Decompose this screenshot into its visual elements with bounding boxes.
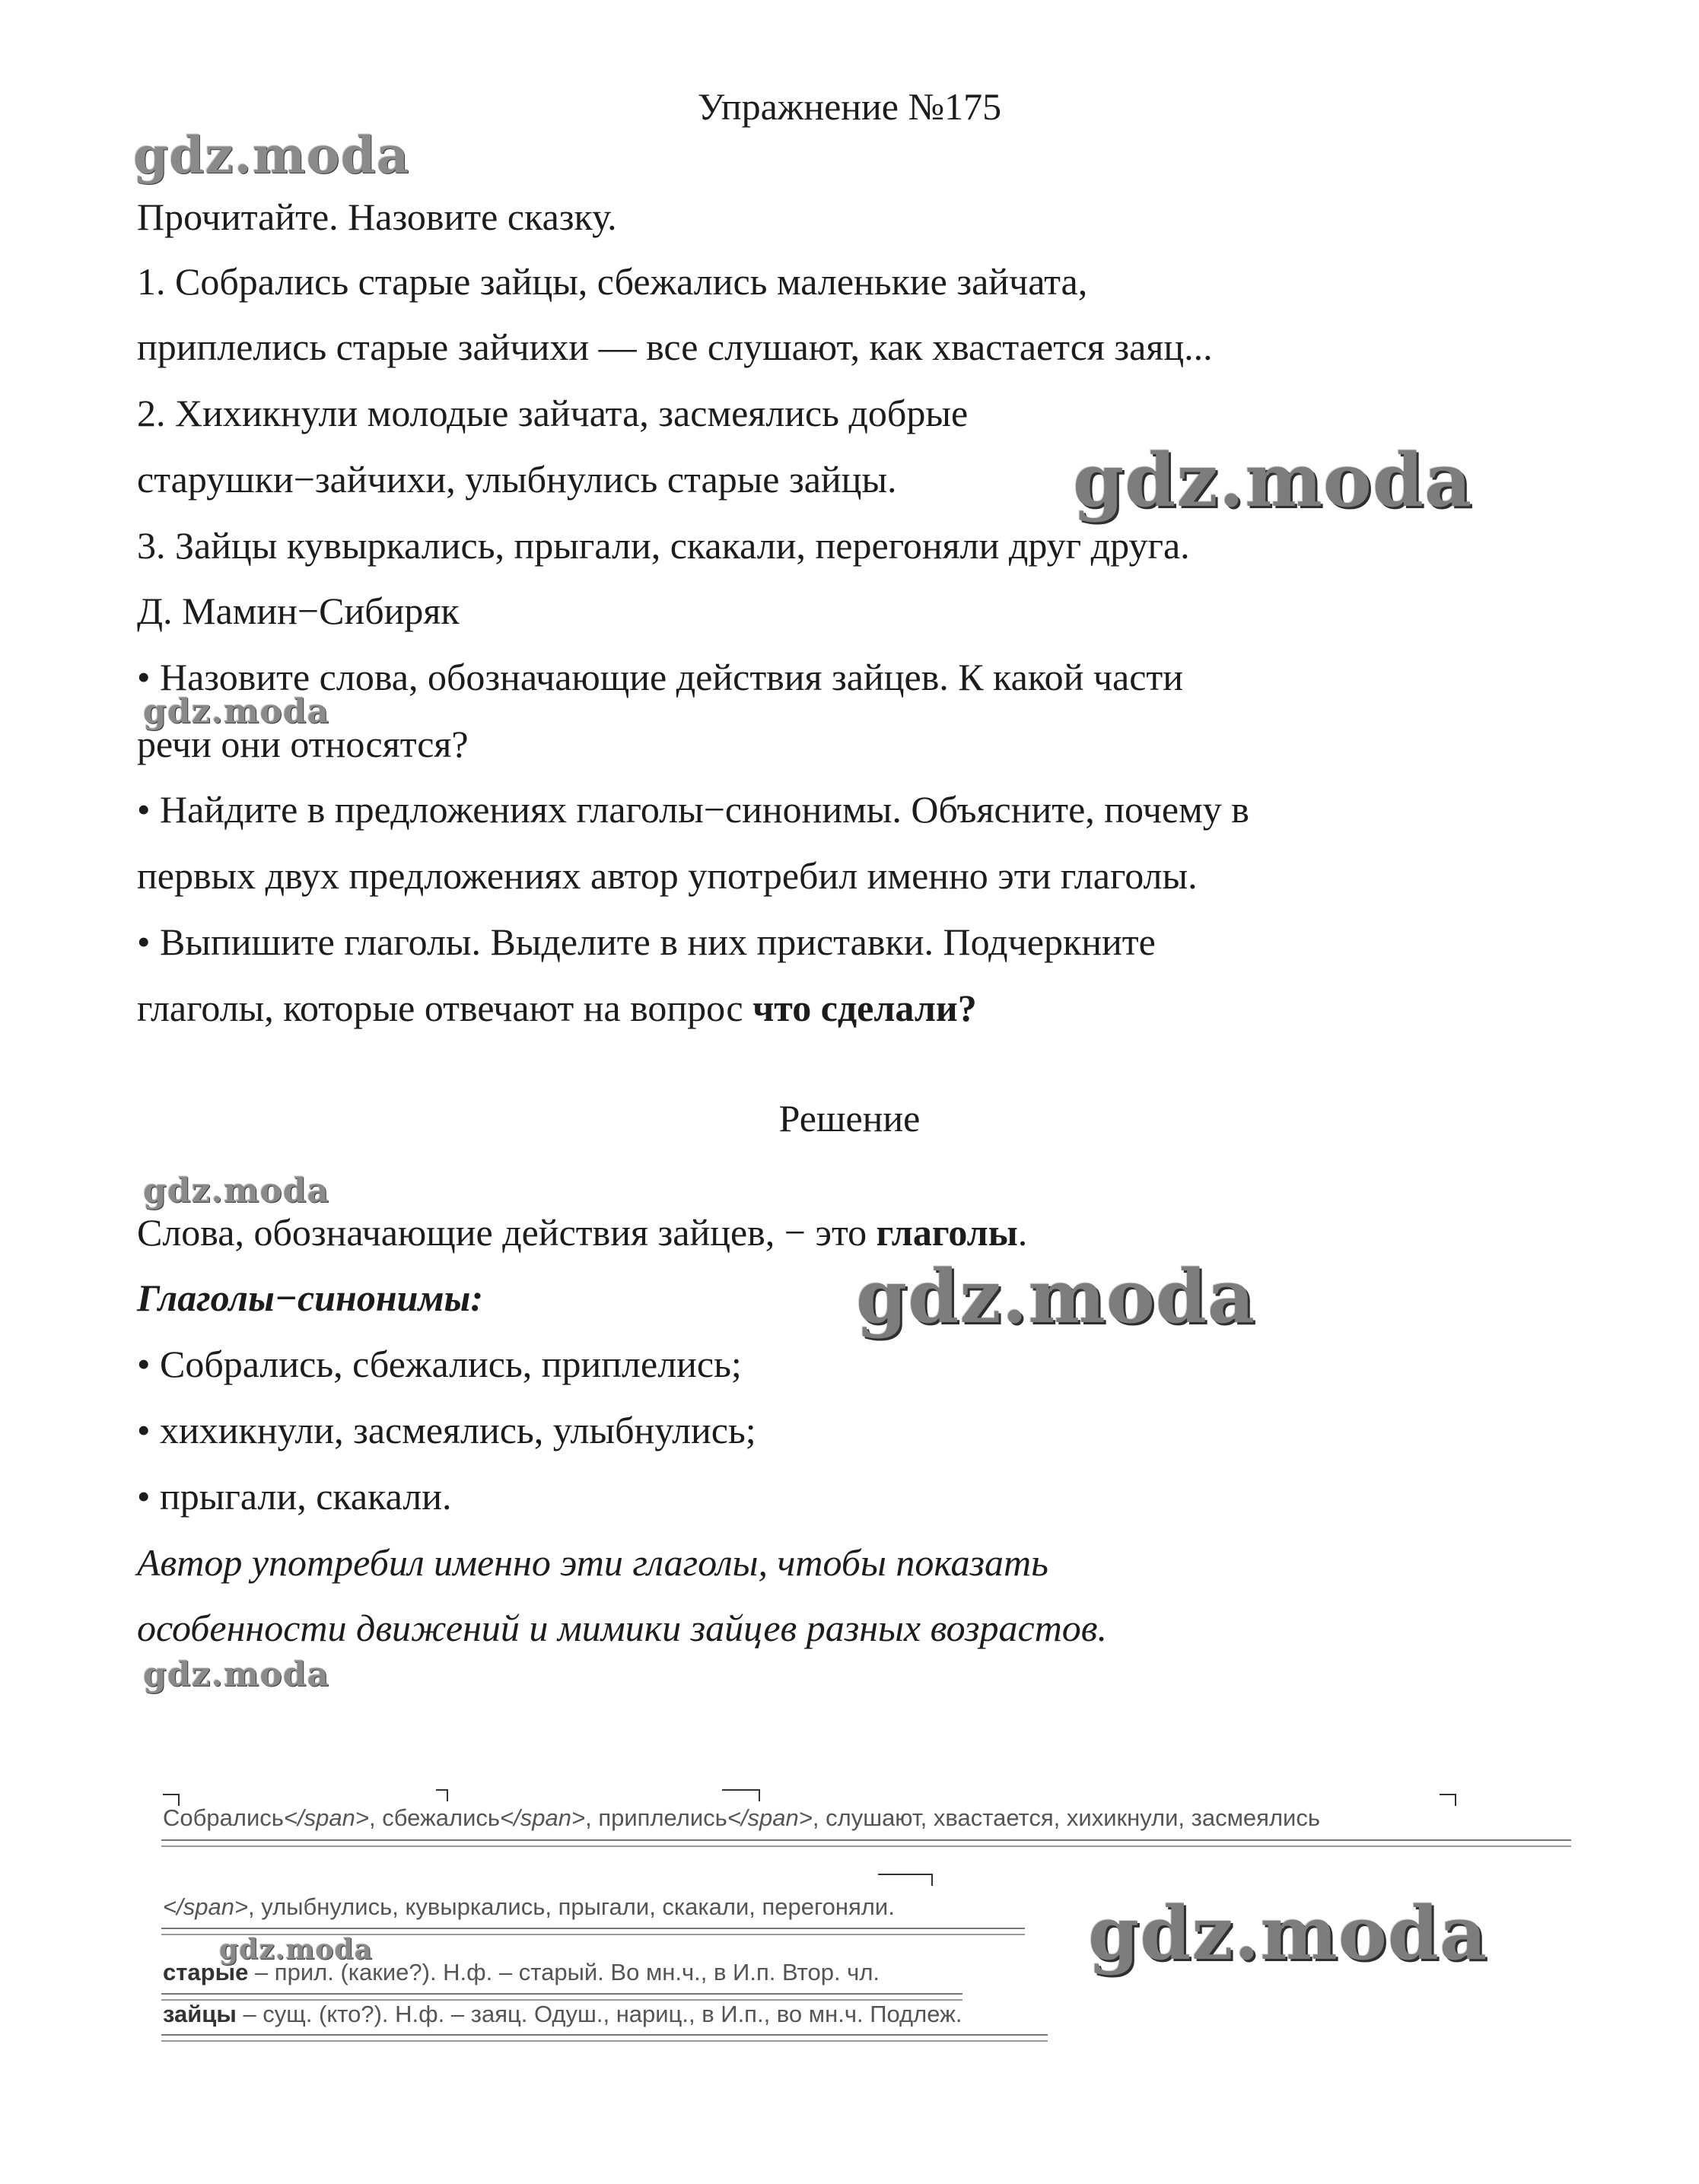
- synonyms-item-1: • Собрались, сбежались, приплелись;: [137, 1343, 742, 1385]
- task-paragraph-2-line-2: старушки−зайчихи, улыбнулись старые зайцы.: [137, 458, 897, 501]
- synonyms-heading: Глаголы−синонимы:: [137, 1276, 483, 1319]
- watermark: gdz.moda: [1073, 437, 1473, 523]
- solution-heading: Решение: [778, 1097, 921, 1140]
- task-question-2-line-2: первых двух предложениях автор употребил именно эти глаголы.: [137, 854, 1198, 897]
- analysis-row-2: [163, 1892, 895, 1922]
- solution-sentence-1: [137, 1210, 1027, 1255]
- prefix-mark-priplelis: [722, 1789, 760, 1801]
- analysis-term-starye: старые: [163, 1959, 249, 1985]
- analysis-row-1-rest: слушают, хвастается, хихикнули, засмеялись: [826, 1804, 1321, 1831]
- analysis-row-2-underline: [161, 1928, 1025, 1929]
- question-3-text: глаголы, которые отвечают на вопрос: [137, 987, 753, 1029]
- solution-sentence-1-text: Слова, обозначающие действия зайцев, − это: [137, 1211, 877, 1254]
- analysis-word-priplelis: приплелись: [598, 1804, 727, 1831]
- solution-sentence-1-bold: глаголы: [876, 1211, 1018, 1254]
- analysis-term-zaitsy: зайцы: [163, 2001, 237, 2027]
- synonyms-item-2: • хихикнули, засмеялись, улыбнулись;: [137, 1409, 756, 1451]
- watermark: gdz.moda: [143, 1655, 330, 1694]
- watermark: gdz.moda: [856, 1254, 1256, 1340]
- watermark: gdz.moda: [143, 692, 330, 731]
- span-tag: </span>: [500, 1804, 586, 1831]
- span-tag: </span>: [727, 1804, 813, 1831]
- task-paragraph-1-line-2: приплелись старые зайчихи — все слушают, как хвастается заяц...: [137, 326, 1213, 368]
- solution-sentence-1-end: .: [1017, 1211, 1028, 1254]
- task-paragraph-3: 3. Зайцы кувыркались, прыгали, скакали, перегоняли друг друга.: [137, 524, 1190, 567]
- task-question-3-line-2: [137, 985, 977, 1031]
- analysis-word-sbezhalis: сбежались: [382, 1804, 501, 1831]
- task-question-3-line-1: • Выпишите глаголы. Выделите в них приставки. Подчеркните: [137, 920, 1156, 963]
- separator: ,: [248, 1893, 262, 1920]
- analysis-row-1-underline: [161, 1839, 1571, 1841]
- task-paragraph-1-line-1: 1. Собрались старые зайцы, сбежались маленькие зайчата,: [137, 260, 1088, 303]
- analysis-row-2-rest: улыбнулись, кувыркались, прыгали, скакали, перегоняли.: [261, 1893, 895, 1920]
- task-intro: Прочитайте. Назовите сказку.: [137, 196, 617, 238]
- analysis-row-1-underline-2: [161, 1845, 1571, 1847]
- task-question-2-line-1: • Найдите в предложениях глаголы−синонимы. Объясните, почему в: [137, 788, 1249, 831]
- prefix-mark-peregonyali: [878, 1874, 933, 1886]
- task-question-1-line-2: речи они относятся?: [137, 723, 469, 765]
- analysis-row-4-underline: [161, 2034, 1048, 2036]
- prefix-mark-sbezhalis: [436, 1789, 448, 1801]
- watermark: gdz.moda: [133, 126, 410, 185]
- analysis-row-1: [163, 1803, 1320, 1833]
- analysis-row-4: [163, 1999, 962, 2030]
- page-title: Упражнение №175: [697, 85, 1002, 128]
- watermark: gdz.moda: [219, 1934, 373, 1966]
- separator: ,: [368, 1804, 383, 1831]
- task-paragraph-2-line-1: 2. Хихикнули молодые зайчата, засмеялись добрые: [137, 392, 969, 434]
- watermark: gdz.moda: [143, 1171, 330, 1210]
- analysis-row-4-underline-2: [161, 2040, 1048, 2042]
- span-tag: </span>: [283, 1804, 369, 1831]
- task-author: Д. Мамин−Сибиряк: [137, 590, 460, 632]
- prefix-mark-zasmeyalis: [1440, 1794, 1456, 1806]
- span-tag: </span>: [163, 1893, 249, 1920]
- separator: ,: [585, 1804, 599, 1831]
- question-3-bold: что сделали?: [752, 987, 977, 1029]
- prefix-mark-sobralis: [163, 1794, 180, 1806]
- watermark: gdz.moda: [1088, 1890, 1488, 1976]
- task-question-1-line-1: • Назовите слова, обозначающие действия зайцев. К какой части: [137, 656, 1184, 698]
- analysis-row-4-desc: – сущ. (кто?). Н.ф. – заяц. Одуш., нариц., в И.п., во мн.ч. Подлеж.: [236, 2001, 962, 2027]
- analysis-row-3-desc: – прил. (какие?). Н.ф. – старый. Во мн.ч., в И.п. Втор. чл.: [248, 1959, 880, 1985]
- separator: ,: [812, 1804, 826, 1831]
- conclusion-line-1: Автор употребил именно эти глаголы, чтобы показать: [137, 1541, 1048, 1584]
- analysis-row-3-underline: [161, 1993, 962, 1995]
- analysis-word-sobralis: Собрались: [163, 1804, 284, 1831]
- conclusion-line-2: особенности движений и мимики зайцев разных возрастов.: [137, 1607, 1107, 1649]
- synonyms-item-3: • прыгали, скакали.: [137, 1475, 452, 1518]
